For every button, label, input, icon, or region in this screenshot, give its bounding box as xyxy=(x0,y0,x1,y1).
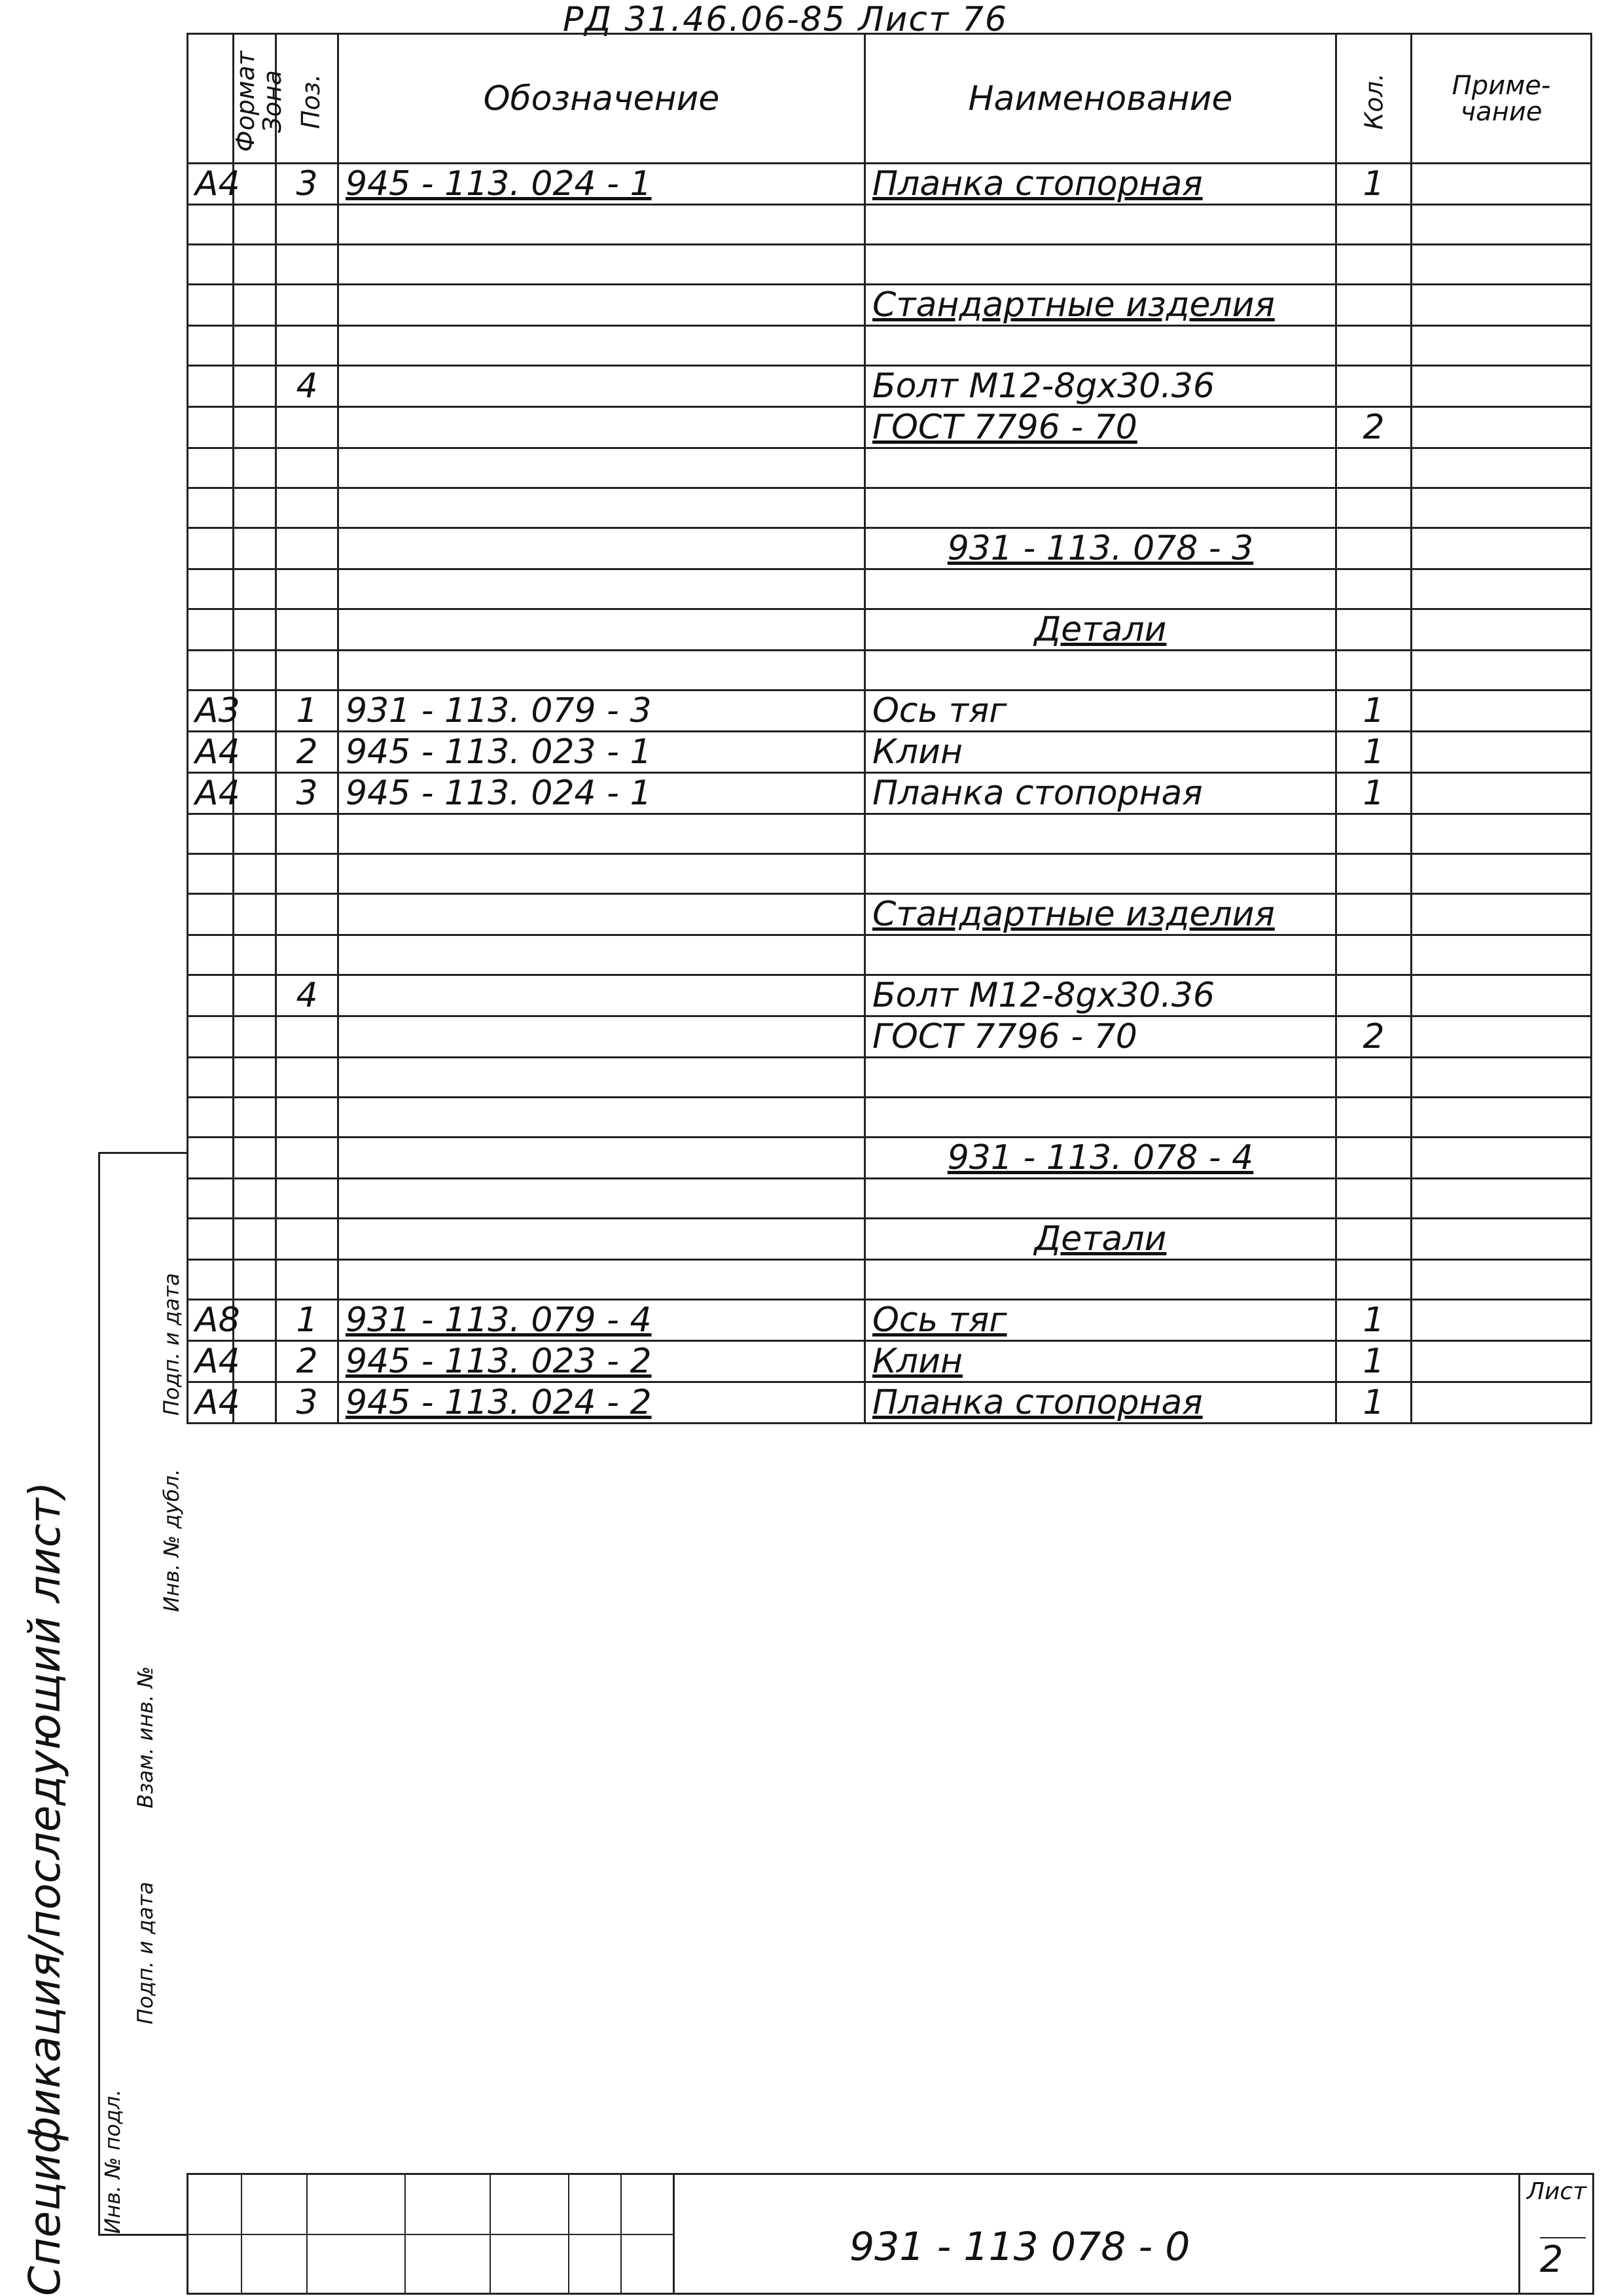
cell-designation xyxy=(338,1138,865,1179)
table-row xyxy=(188,1098,1592,1138)
cell-format xyxy=(188,407,234,448)
cell-qty xyxy=(1336,651,1412,691)
cell-name: Клин xyxy=(865,732,1336,773)
cell-note xyxy=(1412,285,1592,326)
cell-designation xyxy=(338,1058,865,1098)
cell-format xyxy=(188,651,234,691)
cell-note xyxy=(1412,1219,1592,1260)
cell-format xyxy=(188,366,234,407)
cell-pos xyxy=(276,814,338,854)
col-name: Наименование xyxy=(865,34,1336,164)
table-row xyxy=(188,1016,1592,1058)
cell-zone xyxy=(234,245,276,285)
cell-pos xyxy=(276,894,338,935)
cell-designation xyxy=(338,326,865,366)
cell-pos: 2 xyxy=(276,1341,338,1382)
col-note: Приме-чание xyxy=(1412,34,1592,164)
cell-format xyxy=(188,285,234,326)
cell-designation xyxy=(338,894,865,935)
cell-format xyxy=(188,1260,234,1300)
cell-qty: 2 xyxy=(1336,407,1412,448)
cell-name xyxy=(865,448,1336,488)
cell-name: 931 - 113. 078 - 3 xyxy=(865,528,1336,569)
cell-name xyxy=(865,326,1336,366)
table-row xyxy=(188,1341,1592,1382)
side-label: Подп. и дата xyxy=(133,1882,158,2024)
cell-format xyxy=(188,854,234,894)
table-row xyxy=(188,448,1592,488)
cell-name: Стандартные изделия xyxy=(865,894,1336,935)
cell-zone xyxy=(234,1260,276,1300)
table-row xyxy=(188,164,1592,205)
cell-zone xyxy=(234,407,276,448)
cell-qty xyxy=(1336,448,1412,488)
cell-pos: 1 xyxy=(276,691,338,732)
cell-note xyxy=(1412,569,1592,609)
table-row xyxy=(188,205,1592,245)
cell-zone xyxy=(234,1058,276,1098)
cell-zone xyxy=(234,814,276,854)
cell-zone xyxy=(234,205,276,245)
cell-note xyxy=(1412,488,1592,528)
cell-pos xyxy=(276,326,338,366)
cell-name xyxy=(865,651,1336,691)
table-row xyxy=(188,407,1592,448)
cell-qty: 1 xyxy=(1336,773,1412,814)
cell-qty: 1 xyxy=(1336,732,1412,773)
cell-designation xyxy=(338,854,865,894)
cell-note xyxy=(1412,894,1592,935)
cell-format xyxy=(188,245,234,285)
cell-zone xyxy=(234,326,276,366)
cell-qty xyxy=(1336,366,1412,407)
cell-name: Болт М12-8gx30.36 xyxy=(865,366,1336,407)
table-row xyxy=(188,285,1592,326)
cell-qty: 1 xyxy=(1336,164,1412,205)
cell-format xyxy=(188,975,234,1016)
cell-note xyxy=(1412,1179,1592,1219)
cell-note xyxy=(1412,1341,1592,1382)
table-row xyxy=(188,1219,1592,1260)
cell-format xyxy=(188,1179,234,1219)
cell-qty xyxy=(1336,569,1412,609)
col-zone: Зона xyxy=(234,34,276,164)
cell-note xyxy=(1412,651,1592,691)
cell-designation xyxy=(338,975,865,1016)
cell-qty xyxy=(1336,894,1412,935)
cell-note xyxy=(1412,773,1592,814)
cell-note xyxy=(1412,205,1592,245)
cell-qty xyxy=(1336,854,1412,894)
cell-format xyxy=(188,1058,234,1098)
cell-format: А4 xyxy=(188,1382,234,1424)
cell-qty xyxy=(1336,1058,1412,1098)
cell-format xyxy=(188,448,234,488)
cell-pos xyxy=(276,1098,338,1138)
cell-designation xyxy=(338,488,865,528)
side-label: Подп. и дата xyxy=(159,1273,184,1416)
cell-designation xyxy=(338,448,865,488)
cell-qty xyxy=(1336,1098,1412,1138)
cell-note xyxy=(1412,448,1592,488)
table-body xyxy=(188,164,1592,1424)
cell-pos xyxy=(276,935,338,975)
specification-table xyxy=(187,33,1592,1424)
cell-designation xyxy=(338,651,865,691)
cell-qty xyxy=(1336,935,1412,975)
cell-zone xyxy=(234,488,276,528)
cell-format xyxy=(188,609,234,651)
cell-format xyxy=(188,528,234,569)
cell-note xyxy=(1412,814,1592,854)
cell-pos: 3 xyxy=(276,1382,338,1424)
cell-zone xyxy=(234,366,276,407)
cell-zone xyxy=(234,448,276,488)
side-label: Инв. № подл. xyxy=(100,2089,125,2234)
cell-pos: 4 xyxy=(276,975,338,1016)
cell-format xyxy=(188,205,234,245)
cell-designation xyxy=(338,814,865,854)
cell-note xyxy=(1412,854,1592,894)
cell-note xyxy=(1412,1058,1592,1098)
cell-pos xyxy=(276,854,338,894)
cell-designation: 945 - 113. 023 - 2 xyxy=(338,1341,865,1382)
sheet-number: 2 xyxy=(1540,2237,1586,2281)
col-designation: Обозначение xyxy=(338,34,865,164)
table-row xyxy=(188,814,1592,854)
cell-designation xyxy=(338,285,865,326)
table-row xyxy=(188,732,1592,773)
cell-pos xyxy=(276,407,338,448)
cell-name xyxy=(865,854,1336,894)
cell-note xyxy=(1412,366,1592,407)
cell-format: А4 xyxy=(188,164,234,205)
side-vertical-text: Спецификация/последующий лист) xyxy=(20,1481,70,2296)
cell-pos: 4 xyxy=(276,366,338,407)
col-qty: Кол. xyxy=(1336,34,1412,164)
table-row xyxy=(188,1300,1592,1341)
title-block xyxy=(187,2173,1594,2295)
table-row xyxy=(188,528,1592,569)
cell-name: Детали xyxy=(865,1219,1336,1260)
table-header-row xyxy=(188,34,1592,164)
cell-format xyxy=(188,569,234,609)
cell-pos xyxy=(276,1016,338,1058)
cell-name xyxy=(865,1179,1336,1219)
cell-designation xyxy=(338,1219,865,1260)
cell-name xyxy=(865,569,1336,609)
cell-pos: 3 xyxy=(276,773,338,814)
cell-designation xyxy=(338,1016,865,1058)
cell-format xyxy=(188,814,234,854)
cell-format xyxy=(188,326,234,366)
cell-pos: 2 xyxy=(276,732,338,773)
cell-zone xyxy=(234,935,276,975)
cell-name: ГОСТ 7796 - 70 xyxy=(865,407,1336,448)
cell-name: Планка стопорная xyxy=(865,773,1336,814)
cell-qty xyxy=(1336,205,1412,245)
cell-name: Стандартные изделия xyxy=(865,285,1336,326)
cell-format: А3 xyxy=(188,691,234,732)
table-row xyxy=(188,651,1592,691)
cell-zone xyxy=(234,285,276,326)
cell-name xyxy=(865,1260,1336,1300)
cell-qty xyxy=(1336,285,1412,326)
cell-format xyxy=(188,1219,234,1260)
cell-name: Ось тяг xyxy=(865,691,1336,732)
cell-pos xyxy=(276,488,338,528)
cell-zone xyxy=(234,528,276,569)
cell-qty xyxy=(1336,814,1412,854)
cell-pos xyxy=(276,569,338,609)
cell-format xyxy=(188,894,234,935)
cell-qty xyxy=(1336,245,1412,285)
cell-zone xyxy=(234,651,276,691)
cell-qty xyxy=(1336,1260,1412,1300)
cell-note xyxy=(1412,1138,1592,1179)
table-row xyxy=(188,1382,1592,1424)
table-row xyxy=(188,1260,1592,1300)
cell-format xyxy=(188,1098,234,1138)
cell-zone xyxy=(234,1098,276,1138)
cell-pos xyxy=(276,205,338,245)
cell-note xyxy=(1412,407,1592,448)
cell-qty xyxy=(1336,1138,1412,1179)
cell-name: Болт М12-8gx30.36 xyxy=(865,975,1336,1016)
cell-name xyxy=(865,935,1336,975)
cell-qty: 2 xyxy=(1336,1016,1412,1058)
table-row xyxy=(188,691,1592,732)
cell-qty xyxy=(1336,975,1412,1016)
cell-qty: 1 xyxy=(1336,1300,1412,1341)
cell-pos xyxy=(276,448,338,488)
table-row xyxy=(188,1058,1592,1098)
cell-name xyxy=(865,1098,1336,1138)
cell-pos: 3 xyxy=(276,164,338,205)
cell-note xyxy=(1412,164,1592,205)
cell-zone xyxy=(234,1219,276,1260)
cell-pos xyxy=(276,1058,338,1098)
side-stamp-box xyxy=(98,1152,188,2236)
cell-note xyxy=(1412,935,1592,975)
cell-pos xyxy=(276,1179,338,1219)
table-row xyxy=(188,773,1592,814)
cell-qty xyxy=(1336,528,1412,569)
cell-name: Планка стопорная xyxy=(865,164,1336,205)
cell-designation xyxy=(338,569,865,609)
cell-designation xyxy=(338,1098,865,1138)
cell-pos xyxy=(276,1138,338,1179)
cell-zone xyxy=(234,975,276,1016)
cell-zone xyxy=(234,1138,276,1179)
cell-format xyxy=(188,1016,234,1058)
cell-name xyxy=(865,1058,1336,1098)
col-format: Формат xyxy=(188,34,234,164)
cell-qty: 1 xyxy=(1336,691,1412,732)
table-row xyxy=(188,569,1592,609)
table-row xyxy=(188,975,1592,1016)
table-row xyxy=(188,488,1592,528)
cell-qty xyxy=(1336,1179,1412,1219)
cell-name xyxy=(865,814,1336,854)
cell-designation xyxy=(338,1179,865,1219)
cell-qty xyxy=(1336,1219,1412,1260)
cell-note xyxy=(1412,975,1592,1016)
cell-designation xyxy=(338,935,865,975)
cell-designation: 945 - 113. 023 - 1 xyxy=(338,732,865,773)
cell-note xyxy=(1412,528,1592,569)
cell-qty: 1 xyxy=(1336,1382,1412,1424)
cell-pos xyxy=(276,245,338,285)
cell-zone xyxy=(234,1016,276,1058)
table-row xyxy=(188,326,1592,366)
cell-pos xyxy=(276,1219,338,1260)
cell-note xyxy=(1412,245,1592,285)
cell-qty xyxy=(1336,326,1412,366)
cell-format: А4 xyxy=(188,732,234,773)
cell-name xyxy=(865,488,1336,528)
cell-name: Детали xyxy=(865,609,1336,651)
table-row xyxy=(188,1138,1592,1179)
col-pos: Поз. xyxy=(276,34,338,164)
cell-format: А4 xyxy=(188,1341,234,1382)
cell-zone xyxy=(234,854,276,894)
cell-format xyxy=(188,935,234,975)
table-row xyxy=(188,854,1592,894)
cell-name xyxy=(865,245,1336,285)
cell-name: Клин xyxy=(865,1341,1336,1382)
cell-designation xyxy=(338,528,865,569)
side-label: Инв. № дубл. xyxy=(159,1469,184,1612)
cell-zone xyxy=(234,609,276,651)
sheet-label: Лист xyxy=(1527,2178,1587,2205)
cell-qty xyxy=(1336,488,1412,528)
cell-zone xyxy=(234,1179,276,1219)
cell-designation xyxy=(338,245,865,285)
cell-note xyxy=(1412,1300,1592,1341)
cell-designation: 945 - 113. 024 - 1 xyxy=(338,773,865,814)
cell-format: А8 xyxy=(188,1300,234,1341)
cell-note xyxy=(1412,1382,1592,1424)
cell-qty xyxy=(1336,609,1412,651)
cell-designation xyxy=(338,407,865,448)
cell-qty: 1 xyxy=(1336,1341,1412,1382)
cell-note xyxy=(1412,609,1592,651)
table-row xyxy=(188,894,1592,935)
cell-format: А4 xyxy=(188,773,234,814)
table-row xyxy=(188,935,1592,975)
cell-designation: 945 - 113. 024 - 1 xyxy=(338,164,865,205)
cell-format xyxy=(188,488,234,528)
cell-note xyxy=(1412,326,1592,366)
cell-designation xyxy=(338,609,865,651)
cell-name: Ось тяг xyxy=(865,1300,1336,1341)
cell-designation xyxy=(338,1260,865,1300)
cell-pos xyxy=(276,528,338,569)
cell-zone xyxy=(234,894,276,935)
table-row xyxy=(188,609,1592,651)
cell-pos: 1 xyxy=(276,1300,338,1341)
cell-pos xyxy=(276,285,338,326)
cell-name: ГОСТ 7796 - 70 xyxy=(865,1016,1336,1058)
cell-zone xyxy=(234,569,276,609)
table-row xyxy=(188,245,1592,285)
cell-note xyxy=(1412,1098,1592,1138)
cell-note xyxy=(1412,691,1592,732)
table-row xyxy=(188,1179,1592,1219)
cell-designation: 931 - 113. 079 - 3 xyxy=(338,691,865,732)
cell-pos xyxy=(276,1260,338,1300)
cell-format xyxy=(188,1138,234,1179)
sheet-box xyxy=(1518,2175,1592,2293)
cell-note xyxy=(1412,1260,1592,1300)
cell-designation: 945 - 113. 024 - 2 xyxy=(338,1382,865,1424)
cell-note xyxy=(1412,1016,1592,1058)
cell-name: Планка стопорная xyxy=(865,1382,1336,1424)
cell-pos xyxy=(276,651,338,691)
cell-note xyxy=(1412,732,1592,773)
cell-designation: 931 - 113. 079 - 4 xyxy=(338,1300,865,1341)
cell-pos xyxy=(276,609,338,651)
side-label: Взам. инв. № xyxy=(133,1666,158,1808)
header-doc-ref: РД 31.46.06-85 Лист 76 xyxy=(563,0,1008,39)
table-row xyxy=(188,366,1592,407)
cell-designation xyxy=(338,366,865,407)
title-doc-number: 931 - 113 078 - 0 xyxy=(849,2224,1190,2270)
cell-name xyxy=(865,205,1336,245)
cell-designation xyxy=(338,205,865,245)
cell-name: 931 - 113. 078 - 4 xyxy=(865,1138,1336,1179)
